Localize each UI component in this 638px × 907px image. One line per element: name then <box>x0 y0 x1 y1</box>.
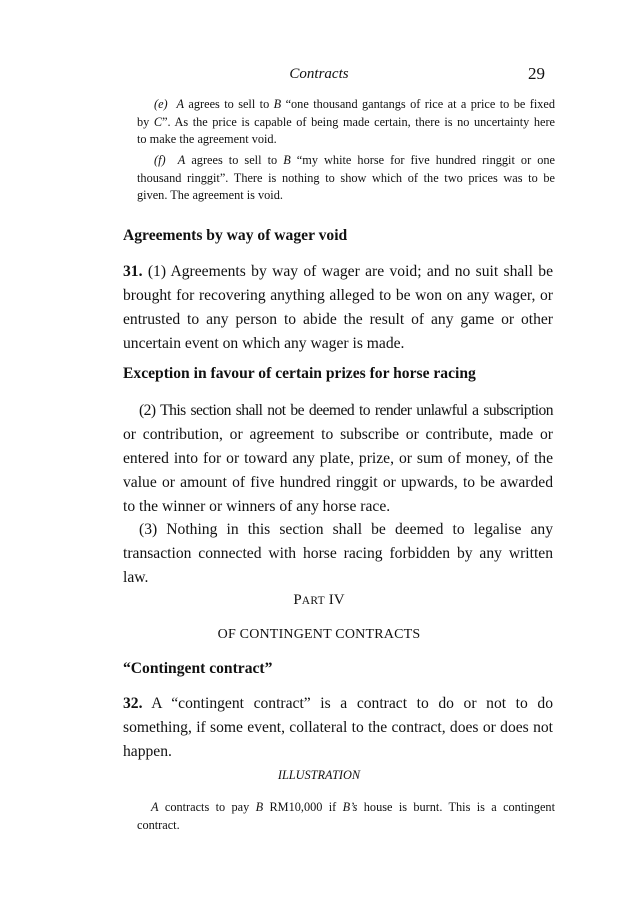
section-32-heading: “Contingent contract” <box>123 660 273 677</box>
illustration-e-line-2 <box>137 114 555 132</box>
party-c: C <box>153 114 163 129</box>
text-run: by <box>137 114 154 129</box>
section-31-line-4: uncertain event on which any wager is made. <box>123 335 405 352</box>
part-heading <box>0 592 638 609</box>
section-32-illustration-line-2: contract. <box>137 817 180 832</box>
illustration-e-line-1 <box>137 96 555 114</box>
illustration-f-line-3: given. The agreement is void. <box>137 188 283 202</box>
illustration-e-line-3: to make the agreement void. <box>137 132 277 146</box>
subsection-3 <box>123 518 553 590</box>
party-b: B <box>273 97 282 111</box>
illustration-f-line-2: thousand ringgit”. There is nothing to show which of the two prices was to be <box>137 170 555 185</box>
subsection-3-line-2: transaction connected with horse racing forbidden by any written <box>123 545 553 562</box>
illustration-e <box>137 96 555 149</box>
illustration-f-label: (f) <box>154 153 166 167</box>
illustration-e-label: (e) <box>154 97 168 111</box>
section-31-number: 31. <box>123 263 143 280</box>
subsection-2-line-2: or contribution, or agreement to subscribe or contribute, made or <box>123 426 553 443</box>
illustration-f-line-1 <box>137 152 555 170</box>
section-32-illustration-line-1 <box>137 799 555 817</box>
section-32-line-3: happen. <box>123 743 172 760</box>
text-run: (1) Agreements by way of wager are void; and no suit shall be <box>142 263 553 280</box>
text-run: “my white horse for five hundred ringgit or one <box>290 153 555 167</box>
part-label-rest: ART <box>301 595 325 607</box>
party-a: A <box>177 153 186 167</box>
party-a: A <box>176 97 184 111</box>
section-31-line-1 <box>123 260 553 284</box>
section-32-number: 32. <box>123 695 143 712</box>
text-run: RM10,000 if <box>263 800 343 814</box>
part-numeral: IV <box>324 592 345 608</box>
subsection-2-line-4: value or amount of five hundred ringgit or upwards, to be awarded <box>123 474 553 491</box>
text-run: contracts to pay <box>158 800 256 814</box>
part-title: OF CONTINGENT CONTRACTS <box>217 627 421 642</box>
section-32-line-1 <box>123 692 553 716</box>
section-32-text <box>123 692 553 764</box>
part-label-initial: P <box>293 592 302 608</box>
section-31-line-2: brought for recovering anything alleged to be won on any wager, or <box>123 287 553 304</box>
text-run: “one thousand gantangs of rice at a price to be fixed <box>281 97 555 111</box>
page-number: 29 <box>528 64 545 83</box>
subsection-3-line-3: law. <box>123 569 149 586</box>
illustration-heading: ILLUSTRATION <box>277 768 361 782</box>
text-run: agrees to sell to <box>184 97 274 111</box>
section-32-illustration <box>137 799 555 834</box>
subsection-2-line-5: to the winner or winners of any horse race. <box>123 498 391 515</box>
party-b: B <box>255 800 264 814</box>
subsection-2-line-1: (2) This section shall not be deemed to render unlawful a subscription <box>139 402 553 419</box>
section-31-text <box>123 260 553 356</box>
exception-heading: Exception in favour of certain prizes for horse racing <box>123 365 476 382</box>
party-a: A <box>151 800 159 814</box>
section-31-heading: Agreements by way of wager void <box>123 227 348 244</box>
text-run: A “contingent contract” is a contract to do or not to do <box>142 695 553 712</box>
illustration-f <box>137 152 555 205</box>
running-header-title: Contracts <box>289 66 349 82</box>
subsection-2-line-3: entered into for or toward any plate, prize, or sum of money, of the <box>123 450 553 467</box>
party-b: B <box>283 153 291 167</box>
text-run: agrees to sell to <box>185 153 284 167</box>
party-b-possessive: B’s <box>342 800 358 814</box>
section-31-line-3: entrusted to any person to abide the result of any game or other <box>123 311 553 328</box>
text-run: house is burnt. This is a contingent <box>357 800 555 814</box>
section-32-line-2: something, if some event, collateral to the contract, does or does not <box>123 719 553 736</box>
subsection-3-line-1: (3) Nothing in this section shall be deemed to legalise any <box>139 521 553 538</box>
subsection-2 <box>123 399 553 519</box>
text-run: ”. As the price is capable of being made certain, there is no uncertainty here <box>162 114 555 129</box>
